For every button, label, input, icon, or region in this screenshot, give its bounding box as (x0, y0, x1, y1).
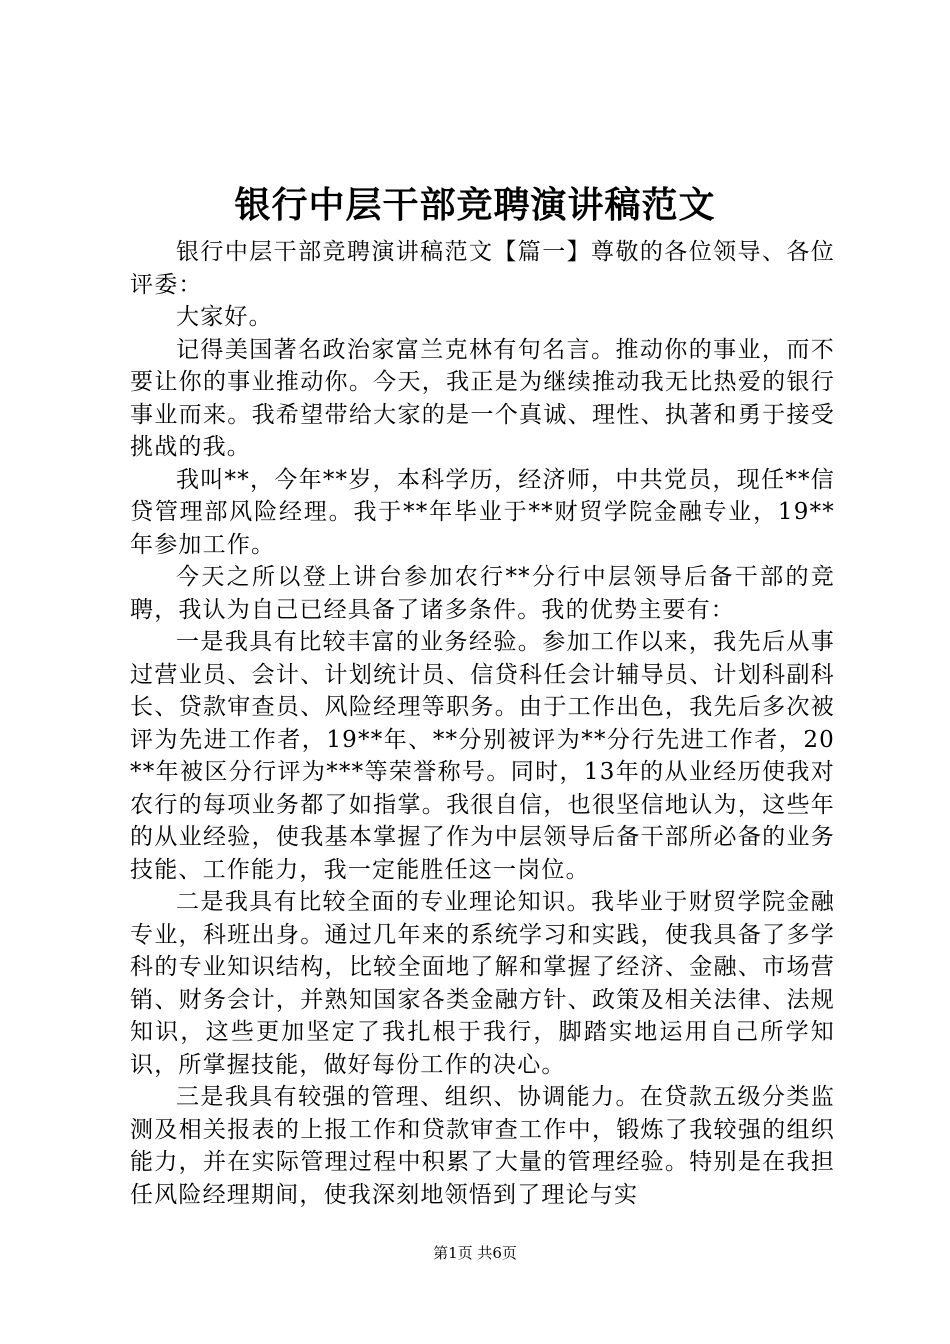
paragraph: 记得美国著名政治家富兰克林有句名言。推动你的事业，而不要让你的事业推动你。今天，我正是为继续推动我无比热爱的银行事业而来。我希望带给大家的是一个真诚、理性、执著和勇于接受挑战的我。 (130, 336, 835, 460)
paragraph: 今天之所以登上讲台参加农行**分行中层领导后备干部的竞聘，我认为自己已经具备了诸多条件。我的优势主要有： (130, 564, 835, 623)
document-body (130, 236, 835, 1211)
paragraph: 二是我具有比较全面的专业理论知识。我毕业于财贸学院金融专业，科班出身。通过几年来的系统学习和实践，使我具备了多学科的专业知识结构，比较全面地了解和掌握了经济、金融、市场营销、财务会计，并熟知国家各类金融方针、政策及相关法律、法规知识，这些更加坚定了我扎根于我行，脚踏实地运用自己所学知识，所掌握技能，做好每份工作的决心。 (130, 889, 835, 1078)
paragraph: 大家好。 (176, 304, 273, 330)
paragraph: 一是我具有比较丰富的业务经验。参加工作以来，我先后从事过营业员、会计、计划统计员、信贷科任会计辅导员、计划科副科长、贷款审查员、风险经理等职务。由于工作出色，我先后多次被评为先进工作者，19**年、**分别被评为**分行先进工作者，20**年被区分行评为***等荣誉称号。同时，13年的从业经历使我对农行的每项业务都了如指掌。我很自信，也很坚信地认为，这些年的从业经验，使我基本掌握了作为中层领导后备干部所必备的业务技能、工作能力，我一定能胜任这一岗位。 (130, 629, 835, 883)
paragraph: 三是我具有较强的管理、组织、协调能力。在贷款五级分类监测及相关报表的上报工作和贷款审查工作中，锻炼了我较强的组织能力，并在实际管理过程中积累了大量的管理经验。特别是在我担任风险经理期间，使我深刻地领悟到了理论与实 (130, 1084, 835, 1208)
paragraph: 我叫**，今年**岁，本科学历，经济师，中共党员，现任**信贷管理部风险经理。我于**年毕业于**财贸学院金融专业，19**年参加工作。 (130, 466, 835, 558)
page-footer: 第1页 共6页 (433, 1244, 517, 1262)
paragraph: 银行中层干部竞聘演讲稿范文【篇一】尊敬的各位领导、各位评委： (130, 239, 835, 298)
document-title: 银行中层干部竞聘演讲稿范文 (234, 184, 716, 226)
